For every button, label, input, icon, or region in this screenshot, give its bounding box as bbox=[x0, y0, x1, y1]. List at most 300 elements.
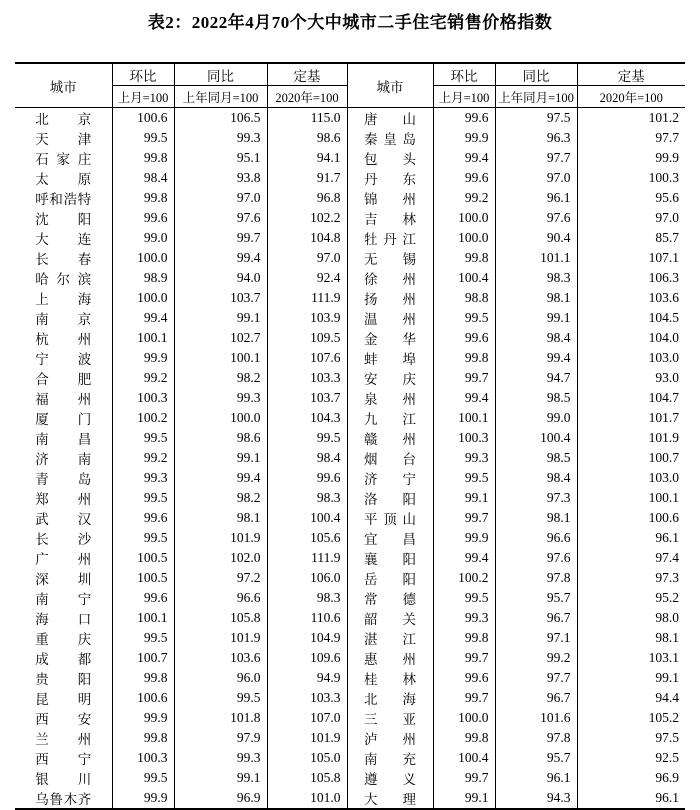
city-name: 韶 关 bbox=[364, 612, 416, 627]
yoy-value: 97.0 bbox=[174, 188, 267, 208]
mom-value: 99.5 bbox=[433, 308, 495, 328]
city-cell bbox=[347, 208, 433, 228]
table-row bbox=[15, 208, 685, 228]
city-cell bbox=[15, 568, 112, 588]
city-cell bbox=[347, 788, 433, 809]
city-cell bbox=[15, 528, 112, 548]
city-cell bbox=[15, 168, 112, 188]
yoy-value: 99.3 bbox=[174, 748, 267, 768]
city-cell bbox=[347, 728, 433, 748]
yoy-value: 97.9 bbox=[174, 728, 267, 748]
yoy-value: 96.3 bbox=[495, 128, 577, 148]
city-name: 成 都 bbox=[35, 652, 92, 667]
mom-value: 100.2 bbox=[433, 568, 495, 588]
mom-value: 99.3 bbox=[112, 468, 174, 488]
city-name: 深 圳 bbox=[35, 572, 92, 587]
city-name: 湛 江 bbox=[364, 632, 416, 647]
fixed-base-value: 97.3 bbox=[577, 568, 685, 588]
city-name: 平 顶 山 bbox=[364, 512, 416, 527]
table-row bbox=[15, 508, 685, 528]
city-name: 泉 州 bbox=[364, 392, 416, 407]
city-cell bbox=[347, 248, 433, 268]
city-name: 福 州 bbox=[35, 392, 92, 407]
yoy-value: 98.4 bbox=[495, 328, 577, 348]
city-cell bbox=[347, 448, 433, 468]
mom-value: 100.5 bbox=[112, 548, 174, 568]
table-row bbox=[15, 728, 685, 748]
mom-value: 100.6 bbox=[112, 108, 174, 129]
yoy-value: 93.8 bbox=[174, 168, 267, 188]
city-name: 广 州 bbox=[35, 552, 92, 567]
fixed-base-value: 104.8 bbox=[267, 228, 347, 248]
fixed-base-value: 105.0 bbox=[267, 748, 347, 768]
mom-value: 100.0 bbox=[433, 208, 495, 228]
table-row bbox=[15, 588, 685, 608]
city-cell bbox=[15, 548, 112, 568]
yoy-value: 97.6 bbox=[174, 208, 267, 228]
city-cell bbox=[15, 588, 112, 608]
fixed-base-value: 103.0 bbox=[577, 348, 685, 368]
city-cell bbox=[15, 128, 112, 148]
fixed-base-value: 99.9 bbox=[577, 148, 685, 168]
city-cell bbox=[347, 568, 433, 588]
fixed-base-value: 103.9 bbox=[267, 308, 347, 328]
city-cell bbox=[347, 768, 433, 788]
header-mom-right: 环比 bbox=[433, 63, 495, 86]
fixed-base-value: 98.4 bbox=[267, 448, 347, 468]
city-cell bbox=[347, 608, 433, 628]
table-row bbox=[15, 408, 685, 428]
fixed-base-value: 92.5 bbox=[577, 748, 685, 768]
header-fixed-base-left: 2020年=100 bbox=[267, 86, 347, 108]
city-cell bbox=[15, 628, 112, 648]
city-cell bbox=[347, 748, 433, 768]
city-cell bbox=[347, 268, 433, 288]
yoy-value: 96.6 bbox=[174, 588, 267, 608]
header-city-left: 城市 bbox=[15, 63, 112, 108]
fixed-base-value: 105.6 bbox=[267, 528, 347, 548]
mom-value: 100.4 bbox=[433, 748, 495, 768]
city-cell bbox=[15, 768, 112, 788]
mom-value: 100.7 bbox=[112, 648, 174, 668]
yoy-value: 100.1 bbox=[174, 348, 267, 368]
mom-value: 100.1 bbox=[433, 408, 495, 428]
city-cell bbox=[15, 288, 112, 308]
city-cell bbox=[347, 148, 433, 168]
city-cell bbox=[347, 468, 433, 488]
city-name: 秦 皇 岛 bbox=[364, 132, 416, 147]
header-yoy-right: 同比 bbox=[495, 63, 577, 86]
yoy-value: 95.1 bbox=[174, 148, 267, 168]
city-name: 呼 和 浩 特 bbox=[35, 192, 92, 207]
city-cell bbox=[15, 448, 112, 468]
city-cell bbox=[347, 628, 433, 648]
mom-value: 99.7 bbox=[433, 508, 495, 528]
yoy-value: 102.7 bbox=[174, 328, 267, 348]
city-name: 乌 鲁 木 齐 bbox=[35, 792, 92, 807]
city-name: 蚌 埠 bbox=[364, 352, 416, 367]
mom-value: 99.5 bbox=[112, 768, 174, 788]
yoy-value: 99.3 bbox=[174, 388, 267, 408]
fixed-base-value: 97.0 bbox=[577, 208, 685, 228]
mom-value: 99.9 bbox=[433, 528, 495, 548]
header-yoy-base-left: 上年同月=100 bbox=[174, 86, 267, 108]
city-name: 青 岛 bbox=[35, 472, 92, 487]
table-body bbox=[15, 108, 685, 810]
yoy-value: 99.1 bbox=[174, 308, 267, 328]
city-name: 九 江 bbox=[364, 412, 416, 427]
yoy-value: 99.1 bbox=[174, 768, 267, 788]
mom-value: 99.1 bbox=[433, 488, 495, 508]
mom-value: 98.8 bbox=[433, 288, 495, 308]
fixed-base-value: 97.5 bbox=[577, 728, 685, 748]
city-cell bbox=[15, 788, 112, 809]
fixed-base-value: 104.9 bbox=[267, 628, 347, 648]
mom-value: 99.6 bbox=[112, 208, 174, 228]
yoy-value: 97.1 bbox=[495, 628, 577, 648]
city-cell bbox=[15, 748, 112, 768]
city-name: 贵 阳 bbox=[35, 672, 92, 687]
city-name: 北 海 bbox=[364, 692, 416, 707]
fixed-base-value: 96.9 bbox=[577, 768, 685, 788]
yoy-value: 99.5 bbox=[174, 688, 267, 708]
table-row bbox=[15, 348, 685, 368]
fixed-base-value: 101.7 bbox=[577, 408, 685, 428]
yoy-value: 97.6 bbox=[495, 208, 577, 228]
header-mom-left: 环比 bbox=[112, 63, 174, 86]
fixed-base-value: 111.9 bbox=[267, 548, 347, 568]
header-mom-base-left: 上月=100 bbox=[112, 86, 174, 108]
fixed-base-value: 100.7 bbox=[577, 448, 685, 468]
city-name: 武 汉 bbox=[35, 512, 92, 527]
fixed-base-value: 94.1 bbox=[267, 148, 347, 168]
mom-value: 99.2 bbox=[112, 448, 174, 468]
yoy-value: 98.1 bbox=[495, 288, 577, 308]
mom-value: 100.1 bbox=[112, 328, 174, 348]
header-row-top bbox=[15, 63, 685, 86]
fixed-base-value: 104.5 bbox=[577, 308, 685, 328]
table-row bbox=[15, 768, 685, 788]
yoy-value: 95.7 bbox=[495, 588, 577, 608]
mom-value: 99.8 bbox=[112, 728, 174, 748]
city-name: 惠 州 bbox=[364, 652, 416, 667]
yoy-value: 99.7 bbox=[174, 228, 267, 248]
mom-value: 100.1 bbox=[112, 608, 174, 628]
header-yoy-left: 同比 bbox=[174, 63, 267, 86]
yoy-value: 94.0 bbox=[174, 268, 267, 288]
mom-value: 99.8 bbox=[433, 728, 495, 748]
table-row bbox=[15, 488, 685, 508]
mom-value: 99.2 bbox=[112, 368, 174, 388]
city-name: 遵 义 bbox=[364, 772, 416, 787]
yoy-value: 101.9 bbox=[174, 628, 267, 648]
mom-value: 99.9 bbox=[112, 788, 174, 809]
fixed-base-value: 103.1 bbox=[577, 648, 685, 668]
city-name: 南 宁 bbox=[35, 592, 92, 607]
yoy-value: 101.6 bbox=[495, 708, 577, 728]
fixed-base-value: 99.6 bbox=[267, 468, 347, 488]
city-cell bbox=[347, 428, 433, 448]
city-cell bbox=[15, 508, 112, 528]
fixed-base-value: 98.3 bbox=[267, 588, 347, 608]
city-cell bbox=[15, 268, 112, 288]
fixed-base-value: 93.0 bbox=[577, 368, 685, 388]
mom-value: 99.1 bbox=[433, 788, 495, 809]
table-row bbox=[15, 168, 685, 188]
city-cell bbox=[347, 488, 433, 508]
city-name: 南 京 bbox=[35, 312, 92, 327]
yoy-value: 96.7 bbox=[495, 608, 577, 628]
fixed-base-value: 95.6 bbox=[577, 188, 685, 208]
city-name: 吉 林 bbox=[364, 212, 416, 227]
city-name: 海 口 bbox=[35, 612, 92, 627]
yoy-value: 99.3 bbox=[174, 128, 267, 148]
mom-value: 100.3 bbox=[112, 388, 174, 408]
table-row bbox=[15, 748, 685, 768]
mom-value: 99.6 bbox=[433, 108, 495, 129]
city-cell bbox=[347, 168, 433, 188]
fixed-base-value: 97.7 bbox=[577, 128, 685, 148]
table-row bbox=[15, 668, 685, 688]
fixed-base-value: 104.0 bbox=[577, 328, 685, 348]
yoy-value: 98.2 bbox=[174, 368, 267, 388]
mom-value: 99.4 bbox=[112, 308, 174, 328]
city-name: 长 春 bbox=[35, 252, 92, 267]
city-cell bbox=[15, 388, 112, 408]
mom-value: 99.7 bbox=[433, 768, 495, 788]
mom-value: 99.7 bbox=[433, 648, 495, 668]
yoy-value: 96.1 bbox=[495, 768, 577, 788]
city-name: 徐 州 bbox=[364, 272, 416, 287]
fixed-base-value: 101.2 bbox=[577, 108, 685, 129]
mom-value: 100.6 bbox=[112, 688, 174, 708]
mom-value: 99.8 bbox=[433, 628, 495, 648]
fixed-base-value: 97.0 bbox=[267, 248, 347, 268]
city-name: 西 宁 bbox=[35, 752, 92, 767]
table-row bbox=[15, 148, 685, 168]
city-cell bbox=[347, 188, 433, 208]
city-name: 兰 州 bbox=[35, 732, 92, 747]
table-row bbox=[15, 228, 685, 248]
city-cell bbox=[15, 248, 112, 268]
mom-value: 98.9 bbox=[112, 268, 174, 288]
city-name: 厦 门 bbox=[35, 412, 92, 427]
table-title: 表2：2022年4月70个大中城市二手住宅销售价格指数 bbox=[147, 13, 553, 32]
mom-value: 99.6 bbox=[433, 168, 495, 188]
city-name: 昆 明 bbox=[35, 692, 92, 707]
city-cell bbox=[15, 708, 112, 728]
mom-value: 99.8 bbox=[112, 668, 174, 688]
city-name: 大 理 bbox=[364, 792, 416, 807]
fixed-base-value: 103.6 bbox=[577, 288, 685, 308]
header-fixed-left: 定基 bbox=[267, 63, 347, 86]
table-row bbox=[15, 568, 685, 588]
mom-value: 99.6 bbox=[112, 508, 174, 528]
city-name: 沈 阳 bbox=[35, 212, 92, 227]
city-name: 安 庆 bbox=[364, 372, 416, 387]
fixed-base-value: 103.7 bbox=[267, 388, 347, 408]
table-row bbox=[15, 628, 685, 648]
table-header bbox=[15, 63, 685, 108]
mom-value: 100.5 bbox=[112, 568, 174, 588]
city-name: 温 州 bbox=[364, 312, 416, 327]
fixed-base-value: 109.5 bbox=[267, 328, 347, 348]
yoy-value: 98.1 bbox=[174, 508, 267, 528]
city-name: 宜 昌 bbox=[364, 532, 416, 547]
mom-value: 100.0 bbox=[433, 228, 495, 248]
city-cell bbox=[15, 308, 112, 328]
city-cell bbox=[15, 368, 112, 388]
header-mom-base-right: 上月=100 bbox=[433, 86, 495, 108]
fixed-base-value: 103.3 bbox=[267, 368, 347, 388]
city-cell bbox=[15, 648, 112, 668]
yoy-value: 96.1 bbox=[495, 188, 577, 208]
fixed-base-value: 94.4 bbox=[577, 688, 685, 708]
city-name: 上 海 bbox=[35, 292, 92, 307]
fixed-base-value: 99.1 bbox=[577, 668, 685, 688]
table-row bbox=[15, 448, 685, 468]
yoy-value: 101.8 bbox=[174, 708, 267, 728]
yoy-value: 97.7 bbox=[495, 148, 577, 168]
city-name: 襄 阳 bbox=[364, 552, 416, 567]
table-row bbox=[15, 268, 685, 288]
yoy-value: 97.5 bbox=[495, 108, 577, 129]
city-cell bbox=[15, 608, 112, 628]
header-yoy-base-right: 上年同月=100 bbox=[495, 86, 577, 108]
mom-value: 100.0 bbox=[433, 708, 495, 728]
mom-value: 99.8 bbox=[112, 148, 174, 168]
table-row bbox=[15, 648, 685, 668]
fixed-base-value: 104.3 bbox=[267, 408, 347, 428]
mom-value: 99.5 bbox=[433, 588, 495, 608]
mom-value: 99.8 bbox=[433, 248, 495, 268]
fixed-base-value: 96.1 bbox=[577, 528, 685, 548]
yoy-value: 97.7 bbox=[495, 668, 577, 688]
yoy-value: 98.4 bbox=[495, 468, 577, 488]
mom-value: 99.8 bbox=[112, 188, 174, 208]
fixed-base-value: 98.1 bbox=[577, 628, 685, 648]
fixed-base-value: 115.0 bbox=[267, 108, 347, 129]
city-cell bbox=[347, 668, 433, 688]
yoy-value: 105.8 bbox=[174, 608, 267, 628]
table-row bbox=[15, 128, 685, 148]
city-cell bbox=[347, 708, 433, 728]
price-index-table bbox=[15, 62, 685, 810]
fixed-base-value: 99.5 bbox=[267, 428, 347, 448]
yoy-value: 97.8 bbox=[495, 728, 577, 748]
city-name: 济 宁 bbox=[364, 472, 416, 487]
city-name: 南 充 bbox=[364, 752, 416, 767]
city-cell bbox=[15, 148, 112, 168]
city-cell bbox=[347, 308, 433, 328]
mom-value: 99.3 bbox=[433, 448, 495, 468]
header-city-right: 城市 bbox=[347, 63, 433, 108]
city-name: 常 德 bbox=[364, 592, 416, 607]
yoy-value: 98.5 bbox=[495, 448, 577, 468]
city-name: 长 沙 bbox=[35, 532, 92, 547]
yoy-value: 97.6 bbox=[495, 548, 577, 568]
city-name: 唐 山 bbox=[364, 112, 416, 127]
yoy-value: 98.6 bbox=[174, 428, 267, 448]
mom-value: 99.9 bbox=[433, 128, 495, 148]
fixed-base-value: 85.7 bbox=[577, 228, 685, 248]
table-row bbox=[15, 248, 685, 268]
table-row bbox=[15, 108, 685, 129]
city-cell bbox=[15, 488, 112, 508]
city-name: 天 津 bbox=[35, 132, 92, 147]
city-cell bbox=[347, 528, 433, 548]
fixed-base-value: 98.0 bbox=[577, 608, 685, 628]
yoy-value: 97.0 bbox=[495, 168, 577, 188]
city-name: 西 安 bbox=[35, 712, 92, 727]
fixed-base-value: 105.8 bbox=[267, 768, 347, 788]
city-name: 桂 林 bbox=[364, 672, 416, 687]
fixed-base-value: 105.2 bbox=[577, 708, 685, 728]
city-cell bbox=[15, 228, 112, 248]
city-name: 金 华 bbox=[364, 332, 416, 347]
fixed-base-value: 95.2 bbox=[577, 588, 685, 608]
yoy-value: 97.2 bbox=[174, 568, 267, 588]
city-cell bbox=[347, 228, 433, 248]
mom-value: 99.5 bbox=[112, 428, 174, 448]
yoy-value: 98.2 bbox=[174, 488, 267, 508]
city-cell bbox=[15, 468, 112, 488]
city-name: 宁 波 bbox=[35, 352, 92, 367]
yoy-value: 98.3 bbox=[495, 268, 577, 288]
table-row bbox=[15, 548, 685, 568]
fixed-base-value: 101.9 bbox=[267, 728, 347, 748]
city-name: 南 昌 bbox=[35, 432, 92, 447]
mom-value: 99.4 bbox=[433, 148, 495, 168]
fixed-base-value: 100.3 bbox=[577, 168, 685, 188]
table-row bbox=[15, 428, 685, 448]
table-row bbox=[15, 368, 685, 388]
mom-value: 99.6 bbox=[433, 328, 495, 348]
mom-value: 99.5 bbox=[433, 468, 495, 488]
city-cell bbox=[347, 548, 433, 568]
fixed-base-value: 106.3 bbox=[577, 268, 685, 288]
yoy-value: 103.7 bbox=[174, 288, 267, 308]
city-name: 重 庆 bbox=[35, 632, 92, 647]
table-row bbox=[15, 708, 685, 728]
city-cell bbox=[347, 588, 433, 608]
city-name: 郑 州 bbox=[35, 492, 92, 507]
mom-value: 99.3 bbox=[433, 608, 495, 628]
fixed-base-value: 107.1 bbox=[577, 248, 685, 268]
city-name: 大 连 bbox=[35, 232, 92, 247]
city-cell bbox=[347, 288, 433, 308]
city-name: 济 南 bbox=[35, 452, 92, 467]
mom-value: 99.2 bbox=[433, 188, 495, 208]
city-name: 无 锡 bbox=[364, 252, 416, 267]
fixed-base-value: 96.8 bbox=[267, 188, 347, 208]
yoy-value: 101.1 bbox=[495, 248, 577, 268]
fixed-base-value: 92.4 bbox=[267, 268, 347, 288]
mom-value: 99.8 bbox=[433, 348, 495, 368]
city-name: 合 肥 bbox=[35, 372, 92, 387]
mom-value: 99.5 bbox=[112, 128, 174, 148]
fixed-base-value: 98.3 bbox=[267, 488, 347, 508]
fixed-base-value: 100.4 bbox=[267, 508, 347, 528]
city-name: 烟 台 bbox=[364, 452, 416, 467]
header-fixed-right: 定基 bbox=[577, 63, 685, 86]
mom-value: 100.2 bbox=[112, 408, 174, 428]
table-row bbox=[15, 468, 685, 488]
table-row bbox=[15, 788, 685, 809]
fixed-base-value: 103.0 bbox=[577, 468, 685, 488]
city-name: 岳 阳 bbox=[364, 572, 416, 587]
mom-value: 99.5 bbox=[112, 488, 174, 508]
